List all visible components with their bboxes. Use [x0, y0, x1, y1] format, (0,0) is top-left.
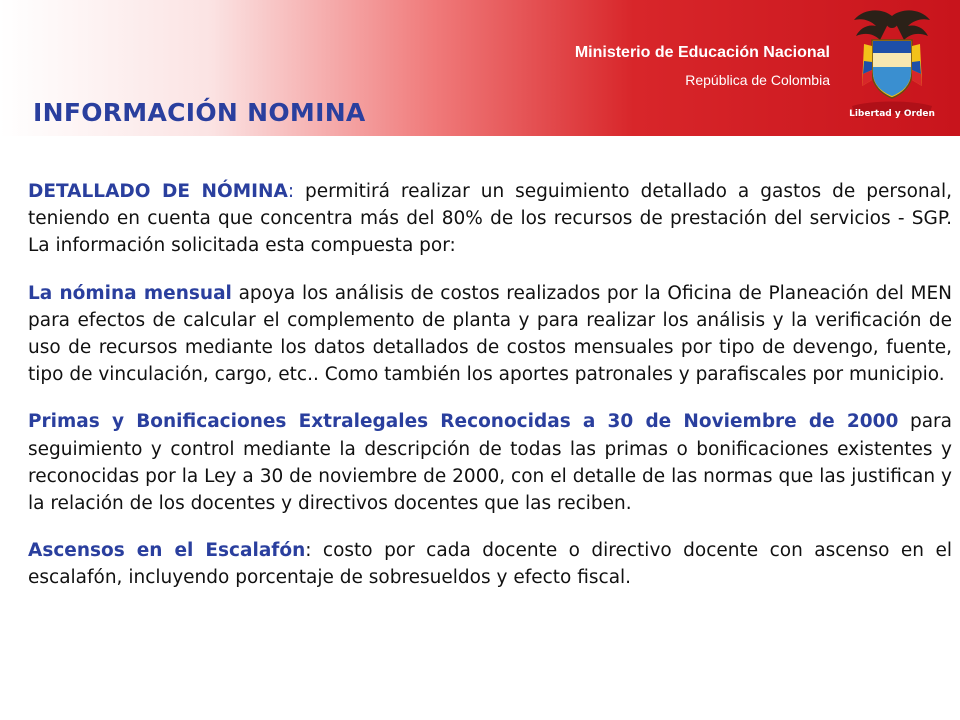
paragraph-separator: :	[305, 540, 312, 562]
paragraph-lead: DETALLADO DE NÓMINA	[28, 181, 288, 202]
paragraph-lead: Primas y Bonificaciones Extralegales Reconocidas a 30 de Noviembre de 2000	[28, 411, 899, 433]
paragraph-primas	[28, 408, 952, 517]
paragraph-text: apoya los análisis de costos realizados por la Oficina de Planeación del MEN para efectos de calcular el complemento de planta y para realizar los análisis y la verificación de uso de recursos mediante los datos detallados de costos mensuales por tipo de devengo, fuente, tipo de vinculación, cargo, etc.. Como también los aportes patronales y parafiscales por municipio.	[28, 282, 952, 386]
motto-ribbon: Libertad y Orden	[849, 109, 935, 119]
paragraph-text: para seguimiento y control mediante la descripción de todas las primas o bonificaciones existentes y reconocidas por la Ley a 30 de noviembre de 2000, con el detalle de las normas que las justifican y la relación de los docentes y directivos docentes que las reciben.	[28, 411, 952, 515]
paragraph-ascensos	[28, 537, 952, 591]
paragraph-nomina-mensual	[28, 280, 952, 389]
paragraph-text: costo por cada docente o directivo docente con ascenso en el escalafón, incluyendo porcentaje de sobresueldos y efecto fiscal.	[28, 540, 952, 589]
paragraph-lead: Ascensos en el Escalafón	[28, 540, 306, 562]
coat-of-arms-icon	[842, 6, 942, 132]
ministry-name: Ministerio de Educación Nacional	[574, 44, 830, 61]
paragraph-detallado	[28, 178, 952, 260]
page-title: INFORMACIÓN NOMINA	[33, 98, 366, 127]
country-name: República de Colombia	[685, 72, 830, 88]
paragraph-separator: :	[287, 181, 295, 202]
document-body	[28, 178, 952, 612]
paragraph-lead: La nómina mensual	[28, 282, 232, 304]
paragraph-text: permitirá realizar un seguimiento detallado a gastos de personal, teniendo en cuenta que concentra más del 80% de los recursos de prestación del servicios - SGP. La información solicitada esta compuesta por:	[28, 181, 952, 257]
